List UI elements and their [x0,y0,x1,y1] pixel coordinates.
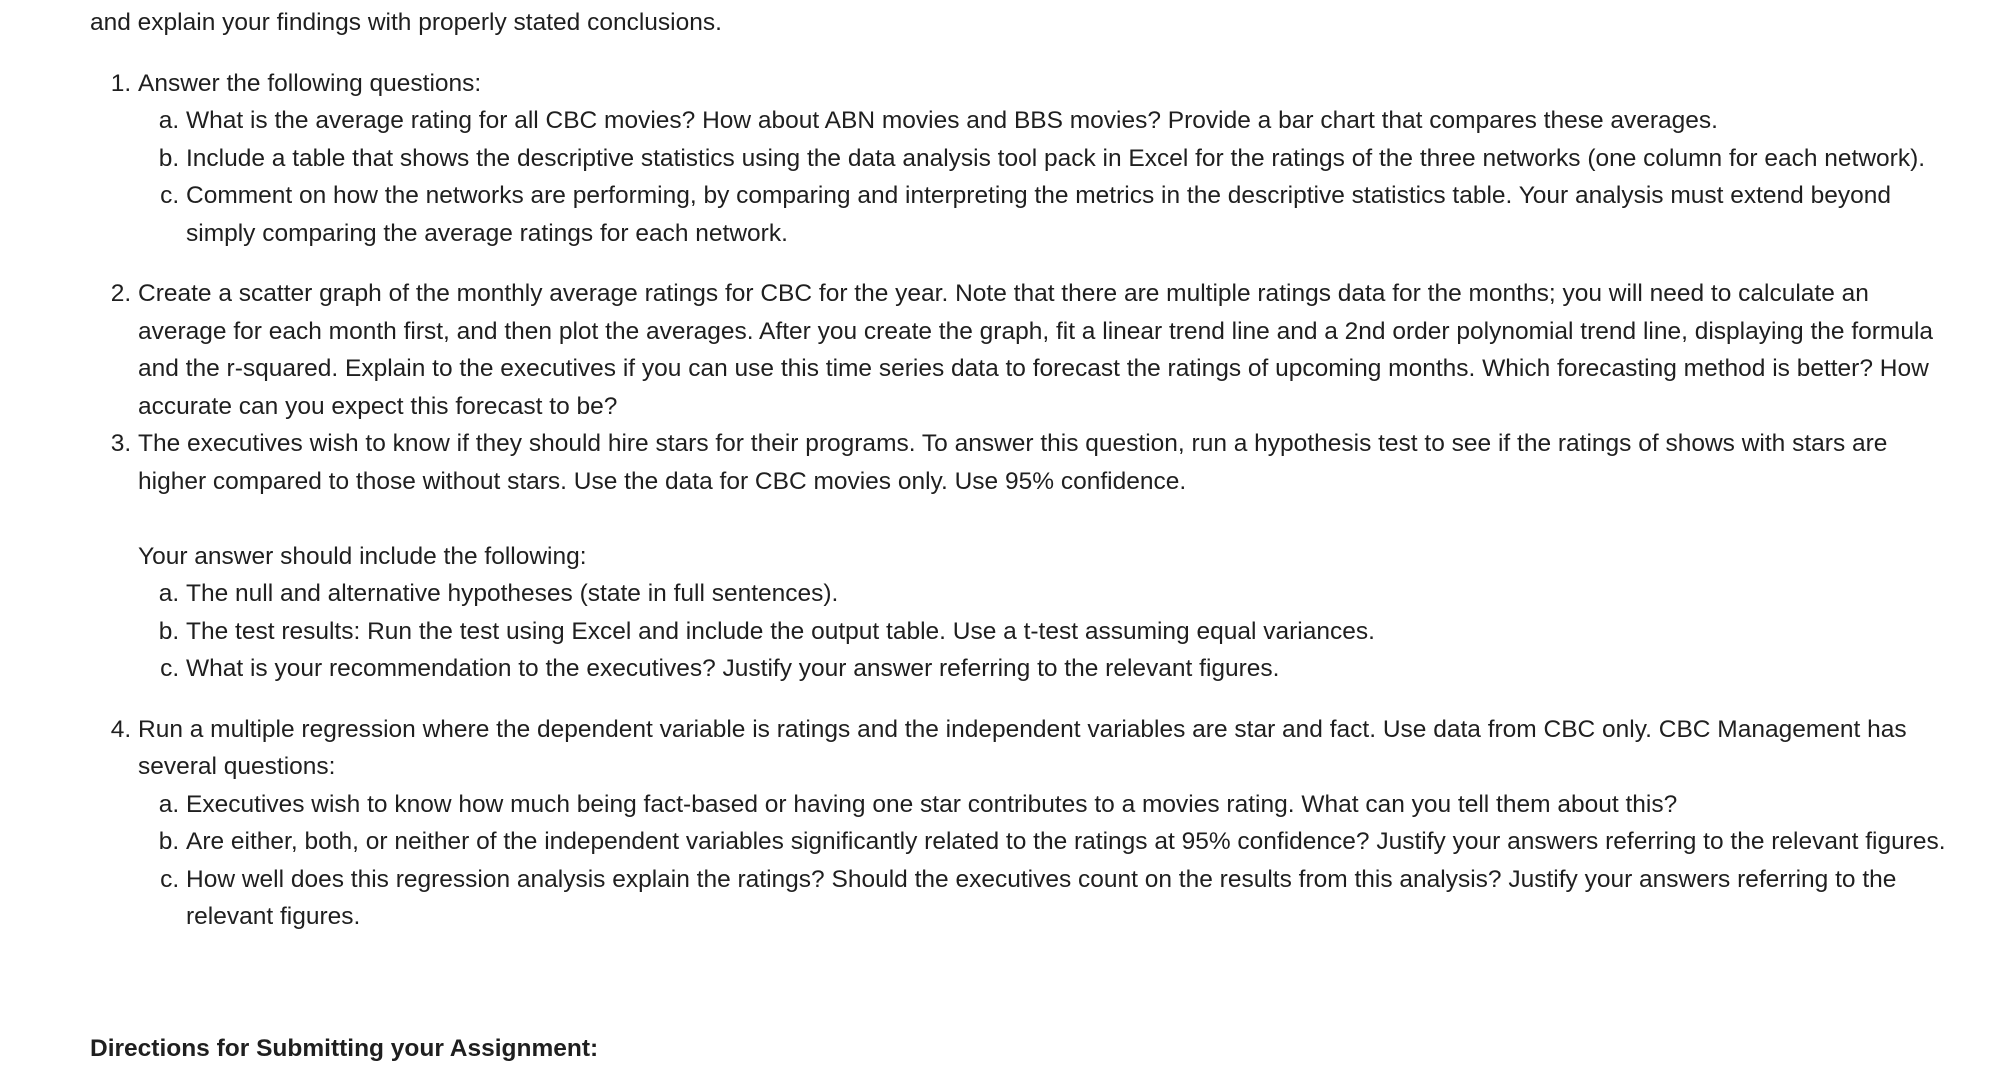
spacer [138,500,1950,538]
question-4b: b. Are either, both, or neither of the independent variables significantly related to the ratings at 95% confidence? Justify your answers referring to the relevant figures. [186,823,1950,861]
question-3 [138,425,1950,688]
question-3c: c. What is your recommendation to the executives? Justify your answer referring to the relevant figures. [186,650,1950,688]
question-4c: c. How well does this regression analysis explain the ratings? Should the executives count on the results from this analysis? Justify your answers referring to the relevant figures. [186,861,1950,936]
question-1-text: Answer the following questions: [138,69,482,97]
question-4-subitems [138,786,1950,936]
question-1b: b. Include a table that shows the descriptive statistics using the data analysis tool pack in Excel for the ratings of the three networks (one column for each network). [186,140,1950,178]
question-2 [138,275,1950,425]
question-list [90,65,1950,936]
question-1 [138,65,1950,253]
intro-text: and explain your findings with properly stated conclusions. [90,9,722,36]
question-4a: a. Executives wish to know how much being fact-based or having one star contributes to a movies rating. What can you tell them about this? [186,786,1950,824]
question-2-text: Create a scatter graph of the monthly average ratings for CBC for the year. Note that there are multiple ratings data for the months; you will need to calculate an average for each month first, and then plot the averages. After you create the graph, fit a linear trend line and a 2nd order polynomial trend line, displaying the formula and the r-squared. Explain to the executives if you can use this time series data to forecast the ratings of upcoming months. Which forecasting method is better? How accurate can you expect this forecast to be? [138,280,1934,420]
section-heading-submitting: Directions for Submitting your Assignment: [90,1035,599,1062]
question-4 [138,711,1950,936]
question-3a: a. The null and alternative hypotheses (state in full sentences). [186,575,1950,613]
question-3b: b. The test results: Run the test using Excel and include the output table. Use a t-test assuming equal variances. [186,613,1950,651]
question-4-text: Run a multiple regression where the dependent variable is ratings and the independent variables are star and fact. Use data from CBC only. CBC Management has several questions: [138,715,1907,780]
assignment-document [90,4,1950,936]
question-3-text: The executives wish to know if they should hire stars for their programs. To answer this question, run a hypothesis test to see if the ratings of shows with stars are higher compared to those without stars. Use the data for CBC movies only. Use 95% confidence. [138,430,1888,495]
question-1c: c. Comment on how the networks are performing, by comparing and interpreting the metrics in the descriptive statistics table. Your analysis must extend beyond simply comparing the average ratings for each network. [186,177,1950,252]
question-3-subitems [138,575,1950,688]
question-1a: a. What is the average rating for all CBC movies? How about ABN movies and BBS movies? Provide a bar chart that compares these averages. [186,102,1950,140]
question-1-subitems [138,102,1950,252]
question-3-lead: Your answer should include the following: [138,542,587,570]
